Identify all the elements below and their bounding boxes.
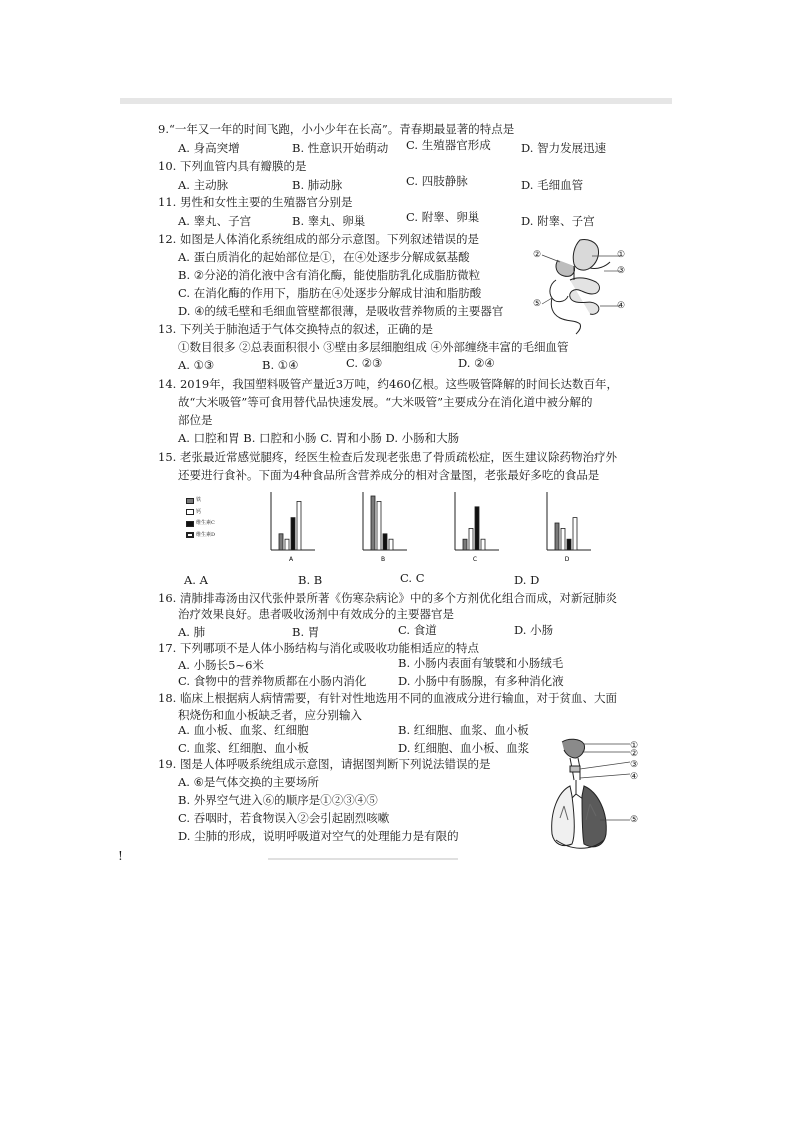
q16-option-c: C. 食道 bbox=[398, 623, 437, 637]
chart-panel-d bbox=[547, 492, 591, 563]
q13-option-b: B. ①④ bbox=[262, 358, 299, 372]
legend-item-calcium bbox=[186, 507, 215, 519]
legend-swatch-vitamin-d bbox=[186, 532, 194, 538]
chart-label-d: D bbox=[564, 556, 570, 563]
q13-option-d: D. ②④ bbox=[458, 356, 495, 370]
q9-option-a: A. 身高突增 bbox=[178, 141, 240, 155]
legend-label-vitamin-d: 维生素D bbox=[196, 531, 216, 538]
q13-option-c: C. ②③ bbox=[346, 356, 383, 370]
bar-c-1 bbox=[469, 528, 473, 550]
stray-mark: ! bbox=[118, 849, 123, 863]
q12-option-a: A. 蛋白质消化的起始部位是①，在④处逐步分解成氨基酸 bbox=[178, 250, 470, 264]
bar-c-0 bbox=[463, 539, 467, 550]
q16-option-b: B. 胃 bbox=[292, 625, 320, 639]
q18-stem-line2: 积烧伤和血小板缺乏者，应分别输入 bbox=[178, 708, 362, 722]
q15-stem-line1: 15. 老张最近常感觉腿疼，经医生检查后发现老张患了骨质疏松症，医生建议除药物治疗外 bbox=[158, 450, 617, 464]
q19-option-a: A. ⑥是气体交换的主要场所 bbox=[178, 775, 319, 789]
chart-panel-c bbox=[455, 492, 499, 563]
bar-b-3 bbox=[389, 539, 393, 550]
legend-label-calcium: 钙 bbox=[196, 508, 202, 515]
legend-label-iron: 铁 bbox=[196, 497, 202, 503]
q19-option-c: C. 吞咽时，若食物误入②会引起剧烈咳嗽 bbox=[178, 811, 390, 825]
q15-option-d: D. D bbox=[514, 573, 540, 587]
fig19-label-3: ③ bbox=[630, 760, 639, 770]
chart-label-c: C bbox=[472, 556, 478, 563]
legend-item-iron bbox=[186, 495, 215, 507]
bar-b-1 bbox=[377, 501, 381, 550]
fig19-label-4: ④ bbox=[630, 772, 639, 782]
q19-option-b: B. 外界空气进入⑥的顺序是①②③④⑤ bbox=[178, 793, 378, 807]
bar-d-3 bbox=[573, 518, 577, 550]
q19-option-d: D. 尘肺的形成，说明呼吸道对空气的处理能力是有限的 bbox=[178, 829, 459, 843]
q10-stem: 10. 下列血管内具有瓣膜的是 bbox=[158, 159, 307, 173]
fig12-label-4: ⑤ bbox=[533, 299, 542, 309]
q10-option-b: B. 肺动脉 bbox=[292, 178, 343, 192]
q17-option-c: C. 食物中的营养物质都在小肠内消化 bbox=[178, 674, 367, 688]
q15-option-c: C. C bbox=[400, 571, 425, 585]
fig12-label-3: ③ bbox=[617, 266, 626, 276]
legend-label-vitamin-c: 维生素C bbox=[196, 520, 215, 526]
q17-stem: 17. 下列哪项不是人体小肠结构与消化或吸收功能相适应的特点 bbox=[158, 641, 479, 655]
q11-option-b: B. 睾丸、卵巢 bbox=[292, 214, 366, 228]
q19-stem: 19. 图是人体呼吸系统组成示意图，请据图判断下列说法错误的是 bbox=[158, 757, 491, 771]
q9-option-b: B. 性意识开始萌动 bbox=[292, 141, 389, 155]
q10-option-d: D. 毛细血管 bbox=[521, 178, 584, 192]
q12-option-d: D. ④的绒毛壁和毛细血管壁都很薄，是吸收营养物质的主要器官 bbox=[178, 304, 504, 318]
q10-option-c: C. 四肢静脉 bbox=[406, 174, 468, 188]
q14-stem-line1: 14. 2019年，我国塑料吸管产量近3万吨，约460亿根。这些吸管降解的时间长达数百年， bbox=[158, 377, 618, 391]
q11-option-d: D. 附睾、子宫 bbox=[521, 214, 595, 228]
legend-item-vitamin-c bbox=[186, 518, 215, 530]
q18-option-d: D. 红细胞、血小板、血浆 bbox=[398, 741, 530, 755]
q13-stem: 13. 下列关于肺泡适于气体交换特点的叙述，正确的是 bbox=[158, 322, 433, 336]
bar-d-2 bbox=[567, 539, 571, 550]
q11-option-a: A. 睾丸、子宫 bbox=[178, 214, 252, 228]
bar-c-3 bbox=[481, 539, 485, 550]
q15-stem-line2: 还要进行食补。下面为4种食品所含营养成分的相对含量图，老张最好多吃的食品是 bbox=[178, 468, 600, 482]
q12-stem: 12. 如图是人体消化系统组成的部分示意图。下列叙述错误的是 bbox=[158, 232, 479, 246]
bar-c-2 bbox=[475, 507, 479, 550]
fig19-label-1: ① bbox=[630, 741, 639, 751]
bar-a-3 bbox=[297, 501, 301, 550]
q17-option-d: D. 小肠中有肠腺，有多种消化液 bbox=[398, 674, 564, 688]
chart-panel-b bbox=[363, 492, 407, 563]
q18-stem-line1: 18. 临床上根据病人病情需要，有针对性地选用不同的血液成分进行输血，对于贫血、大面 bbox=[158, 691, 617, 705]
fig12-label-5: ④ bbox=[617, 301, 626, 311]
fig12-label-2: ① bbox=[617, 250, 626, 260]
legend-swatch-calcium bbox=[186, 509, 194, 515]
fig19-label-2: ② bbox=[630, 749, 639, 759]
q14-stem-line3: 部位是 bbox=[178, 413, 213, 427]
chart-panel-a bbox=[271, 492, 315, 563]
bar-d-1 bbox=[561, 528, 565, 550]
fig12-label-1: ② bbox=[533, 250, 542, 260]
q11-option-c: C. 附睾、卵巢 bbox=[406, 210, 480, 224]
q15-option-a: A. A bbox=[184, 573, 208, 587]
scan-bottom-edge bbox=[268, 858, 458, 860]
bar-b-0 bbox=[371, 496, 375, 550]
q18-option-b: B. 红细胞、血浆、血小板 bbox=[398, 723, 529, 737]
q16-stem-line2: 治疗效果良好。患者吸收汤剂中有效成分的主要器官是 bbox=[178, 607, 454, 621]
q16-option-d: D. 小肠 bbox=[514, 623, 554, 637]
q13-option-a: A. ①③ bbox=[178, 358, 215, 372]
legend-swatch-iron bbox=[186, 498, 194, 504]
q18-option-a: A. 血小板、血浆、红细胞 bbox=[178, 723, 309, 737]
nutrient-bar-charts bbox=[265, 488, 595, 568]
q18-option-c: C. 血浆、红细胞、血小板 bbox=[178, 741, 309, 755]
bar-d-0 bbox=[555, 523, 559, 550]
q12-option-b: B. ②分泌的消化液中含有消化酶，能使脂肪乳化成脂肪微粒 bbox=[178, 268, 481, 282]
q16-stem-line1: 16. 清肺排毒汤由汉代张仲景所著《伤寒杂病论》中的多个方剂优化组合而成，对新冠肺炎 bbox=[158, 591, 617, 605]
q17-option-b: B. 小肠内表面有皱襞和小肠绒毛 bbox=[398, 656, 564, 670]
q9-option-d: D. 智力发展迅速 bbox=[521, 141, 607, 155]
legend-swatch-vitamin-c bbox=[186, 521, 194, 527]
q14-stem-line2: 故“大米吸管”等可食用替代品快速发展。“大米吸管”主要成分在消化道中被分解的 bbox=[178, 395, 593, 409]
chart-legend bbox=[186, 495, 215, 541]
q15-option-b: B. B bbox=[298, 573, 323, 587]
chart-label-a: A bbox=[288, 556, 294, 563]
bar-a-2 bbox=[291, 518, 295, 550]
q13-items: ①数目很多 ②总表面积很小 ③壁由多层细胞组成 ④外部缠绕丰富的毛细血管 bbox=[178, 340, 569, 354]
q9-stem: 9.“一年又一年的时间飞跑，小小少年在长高”。青春期最显著的特点是 bbox=[158, 122, 515, 136]
q10-option-a: A. 主动脉 bbox=[178, 178, 229, 192]
q16-option-a: A. 肺 bbox=[178, 625, 206, 639]
chart-label-b: B bbox=[380, 556, 386, 563]
scan-top-edge bbox=[120, 98, 672, 104]
bar-b-2 bbox=[383, 534, 387, 550]
bar-a-1 bbox=[285, 539, 289, 550]
q17-option-a: A. 小肠长5~6米 bbox=[178, 658, 264, 672]
legend-item-vitamin-d bbox=[186, 530, 215, 542]
q9-option-c: C. 生殖器官形成 bbox=[406, 138, 491, 152]
respiratory-system-figure bbox=[540, 736, 640, 854]
fig19-label-5: ⑤ bbox=[630, 815, 639, 825]
q11-stem: 11. 男性和女性主要的生殖器官分别是 bbox=[158, 195, 353, 209]
q14-options: A. 口腔和胃 B. 口腔和小肠 C. 胃和小肠 D. 小肠和大肠 bbox=[178, 431, 460, 445]
bar-a-0 bbox=[279, 534, 283, 550]
q12-option-c: C. 在消化酶的作用下，脂肪在④处逐步分解成甘油和脂肪酸 bbox=[178, 286, 482, 300]
